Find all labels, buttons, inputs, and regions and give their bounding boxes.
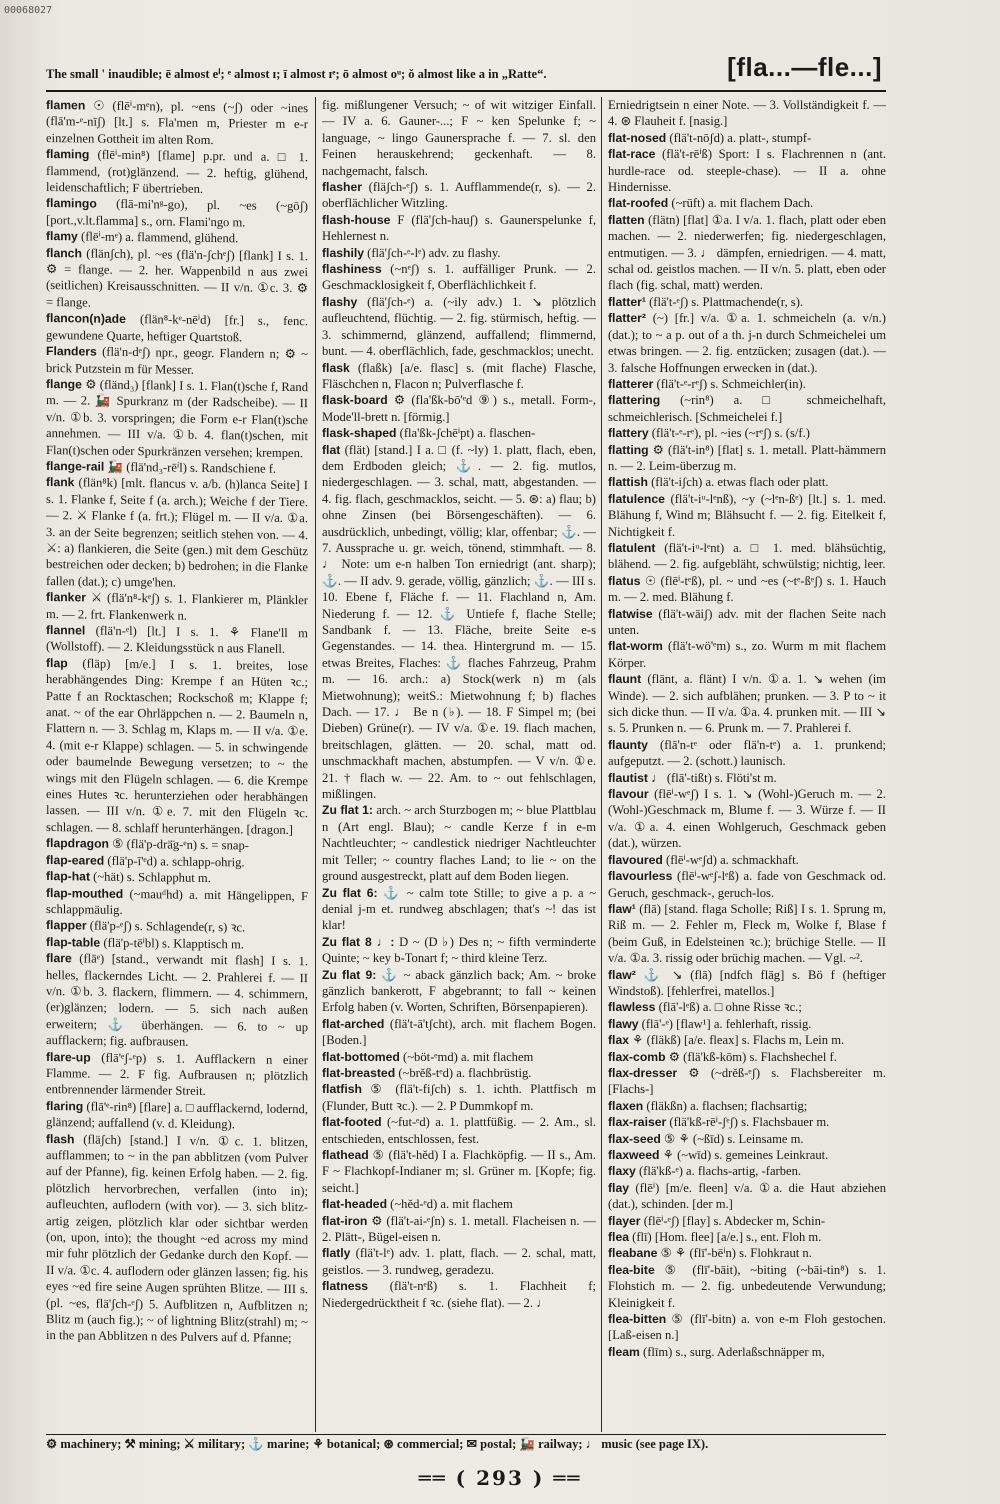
dictionary-entry [46,950,308,1052]
entry-headword: Zu flat 8 ♩: [322,934,395,949]
entry-definition: (flī) [Hom. flee] [a/e.] s., ent. Floh m. [632,1230,822,1245]
entry-definition: (flā-mi'nᵍ-go), pl. ~es (~gōʃ) [port.,v.lt.flamma] s., orn. Flami'ngo m. [46,197,308,230]
entry-definition: ⑤ ⚘ (~ßīd) s. Leinsame m. [664,1131,804,1146]
dictionary-entry [46,97,308,149]
entry-definition: ⑤ (flä't-hěd) I a. Flachköpfig. — II s., Am. F ~ Flachkopf-Indianer m; sl. Grüner m. [Kopfe; fig. seicht.] [322,1148,596,1195]
entry-definition: (flānt, a. flänt) I v/n. ①a. 1. ↘ wehen (im Winde). — 2. sich aufblähen; prunken. — 3. P to ~ it sich dicke thun. — II v/a. ①a. 4. prunken mit. — III ↘ s. 5. Prunken n. — 6. Prunk m. — 7. Prahlerei f. [608,672,886,736]
dictionary-entry [608,1245,886,1261]
entry-definition: F (flä'ʃch-hauʃ) s. Gaunerspelunke f, Hehlernest n. [322,212,596,244]
entry-definition: (~rūft) a. mit flachem Dach. [671,196,814,211]
entry-definition: arch. ~ arch Sturzbogen m; ~ blue Plattblau n (Art engl. Blau); ~ candle Kerze f in e-m Nachtleuchter; ~ candlestick niedriger Nachtleuchter mit Teller; ~ country flaches Land; to lie ~ on the ground ausgestreckt, platt auf dem Boden liegen. [322,803,596,884]
entry-headword: flashiness [322,262,382,277]
entry-definition: (flēⁱ) [m/e. fleen] v/a. ①a. die Haut abziehen (dat.), schinden. [der m.] [608,1180,886,1212]
entry-definition: (flä'p-ī'ᵉd) a. schlapp-ohrig. [107,853,245,870]
dictionary-entry [46,885,308,921]
dictionary-entry [322,1278,596,1311]
entry-definition: (~brěß-tᵉd) a. flachbrüstig. [398,1065,532,1080]
entry-headword: flatten [608,212,645,227]
entry-headword: flea [608,1230,630,1245]
entry-headword: flaw¹ [608,901,636,916]
entry-headword: flax-comb [608,1049,666,1064]
dictionary-entry [322,1213,596,1246]
dictionary-entry [46,146,308,198]
page-id: 00068027 [4,5,53,16]
entry-definition: fig. mißlungener Versuch; ~ of wit witziger Einfall. — IV a. 6. Gauner-...; F ~ ken Spelunke f; ~ language, ~ lingo Gaunersprache f. — 7. sl. den Feinen herauskehrend; geckenhaft. — 8. nachgemacht, falsch. [322,98,596,178]
entry-headword: Zu flat 6: [322,885,378,900]
dictionary-entry [322,212,596,245]
entry-headword: flax-raiser [608,1115,667,1130]
dictionary-entry [608,999,886,1015]
entry-headword: flax-dresser [608,1065,678,1080]
entry-definition: (fläʃch-ᵉʃ) s. 1. Aufflammende(r, s). — 2. oberflächlicher Witzling. [322,180,596,211]
entry-definition: (flä'p-tēⁱbl) s. Klapptisch m. [103,935,244,952]
entry-definition: (~fut-ᵉd) a. 1. plattfüßig. — 2. Am., sl. entschieden, entschlossen, fest. [322,1115,596,1146]
entry-definition: (flä't-nōʃd) a. platt-, stumpf- [669,130,812,145]
pronunciation-key: The small ' inaudible; ē almost eⁱ; ᵉ almost ɪ; ī almost ɪᵉ; ō almost oᵘ; ǒ almost like a in „Ratte“. [46,67,547,81]
dictionary-entry [608,1065,886,1098]
entry-headword: Zu flat 9: [322,967,377,982]
dictionary-entry [322,934,596,967]
dictionary-entry [46,1049,308,1101]
dictionary-entry [608,491,886,540]
dictionary-entry [322,1196,596,1212]
dictionary-entry [608,671,886,737]
entry-definition: (flä't-ā'tʃcht), arch. mit flachem Bogen. [Boden.] [322,1016,596,1048]
dictionary-entry [608,474,886,490]
header-rule [46,90,886,92]
footer-rule [46,1434,886,1435]
dictionary-entry [608,1262,886,1311]
entry-headword: flattish [608,475,648,490]
entry-definition: ⚙ (flä't-in⁸) [flat] s. 1. metall. Platt-hämmern n. — 2. Leim-überzug m. [608,442,886,473]
dictionary-entry [46,622,308,658]
entry-definition: ⚘ (~wīd) s. gemeines Leinkraut. [662,1148,829,1162]
entry-definition: (flätn) [flat] ①a. I v/a. 1. flach, platt oder eben machen. — 2. niederwerfen; fig. niedergeschlagen, entmutigen. — 3. ♩ dämpfen, erniedrigen. — 4. matt, schal od. geistlos machen. — II v/n. 5. platt, eben oder flach (fig. schal, matt) werden. [608,212,886,293]
entry-headword: flap-mouthed [46,885,124,901]
entry-definition: (flä't-nᵉß) s. 1. Flachheit f; Niedergedrücktheit f ꝛc. (siehe flat). — 2. ♩ [322,1279,596,1310]
entry-headword: flap [46,655,68,671]
dictionary-entry [322,1147,596,1196]
entry-headword: flashy [322,294,358,309]
entry-headword: flat [322,442,341,457]
entry-definition: ⚙ (flä't-ai-ᵉʃn) s. 1. metall. Flacheisen n. — 2. Plätt-, Bügel-eisen n. [322,1213,596,1245]
entry-definition: Erniedrigtsein n einer Note. — 3. Vollständigkeit f. — 4. ⊛ Flauheit f. [nasig.] [608,98,886,129]
entry-headword: flat-headed [322,1197,388,1212]
entry-headword: flange-rail [46,458,105,474]
dictionary-entry [608,1114,886,1130]
dictionary-entry [46,1131,308,1347]
entry-headword: Flanders [46,344,97,359]
dictionary-entry [322,1114,596,1147]
entry-definition: (flēⁱ-wᵉʃ) I s. 1. ↘ (Wohl-)Geruch m. — 2. (Wohl-)Geschmack m, Blume f. — 3. Würze f. — II v/a. ①a. 4. einen Wohlgeruch, Geschmack geben (dat.), würzen. [608,787,886,851]
entry-definition: ⚓ ↘ (flā) [ndfch flāg] s. Bö f (heftiger Windstoß). [fehlerfrei, matellos.] [608,967,886,998]
dictionary-entry [608,146,886,195]
entry-headword: flavoured [608,852,663,867]
entry-headword: flasher [322,180,362,195]
entry-headword: flamingo [46,196,97,212]
entry-definition: (flä'n-ᵉl) [lt.] I s. 1. ⚘ Flane'll m (Wollstoff). — 2. Kleidungsstück n aus Flanell. [46,623,308,657]
entry-headword: flaw² [608,967,636,982]
dictionary-entry [608,425,886,441]
dictionary-entry [608,1032,886,1048]
entry-definition: (flät) [stand.] I a. □ (f. ~ly) 1. platt, flach, eben, dem Erdboden gleich; ⚓. — 2. fig. mutlos, niedergeschlagen. — 3. schal, matt, abgestanden. — 4. fig. flach, geschmacklos, seicht. — 5. ⊛: a) flau; b) ohne Zinsen (bei Börsengeschäften). — 6. ausdrücklich, unbedingt, völlig; klar, offenbar; ⚓. — 7. Aussprache u. gr. weich, tönend, stimmhaft. — 8. ♩ Note: um e-n halben Ton erniedrigt (ant. sharp); ⚓. — II adv. 9. gerade, völlig, gänzlich; ⚓. — III s. 10. Ebene f, Fläche f. — 11. Flachland n, Am. Niederung f. — 12. ⚓ Untiefe f, flache Stelle; Sandbank f. — 13. Fläche, breite Seite e-s Gegenstandes. — 14. thea. Hintergrund m. — 15. etwas Breites, Flaches: ⚓ flaches Fahrzeug, Prahm m. — 16. arch.: a) Stock(werk n) m (als Mietwohnung); weitS.: Mietwohnung f; b) flaches Dach. — 17. ♩ Be n (♭). — 18. F Simpel m; (bei Dieben) Grüne(r). — IV v/a. ①e. 19. flach machen, breitschlagen, glätten. — 20. schal, matt od. unschmackhaft machen, abstumpfen. — V v/n. ①e. 21. † flach w. — 22. Am. to ~ out fehlschlagen, mißlingen. [322,442,596,802]
entry-headword: flatulence [608,491,665,506]
entry-headword: flamen [46,98,86,113]
dictionary-entry [608,901,886,967]
entry-definition: ⚓ ~ aback gänzlich back; Am. ~ broke gänzlich bankerott, F abgebrannt; to fall ~ keinen Erfolg haben (v. Worten, Schriften, Börsenpapieren). [322,967,596,1015]
dictionary-entry [322,1049,596,1065]
entry-headword: flapper [46,918,87,933]
entry-definition: (flēⁱ-wᵉʃ-lᵉß) a. fade von Geschmack od. Geruch, geschmack-, geruch-los. [608,869,886,900]
dictionary-entry [322,261,596,294]
dictionary-entry [322,1245,596,1278]
dictionary-entry [608,97,886,130]
entry-definition: (~böt-ᵉmd) a. mit flachem [403,1049,534,1064]
entry-headword: fleam [608,1344,640,1359]
entry-headword: flavour [608,787,649,802]
entry-headword: flatterer [608,376,654,391]
column-3 [608,97,886,1432]
dictionary-entry [608,130,886,146]
dictionary-entry [608,540,886,573]
entry-headword: flank [46,475,75,490]
entry-headword: flat-iron [322,1213,368,1228]
entry-definition: ⑤ (flī'-bitn) a. von e-m Floh gestochen. [Laß-eisen n.] [608,1312,886,1343]
entry-headword: flask [322,360,350,375]
entry-headword: flatter¹ [608,294,646,309]
entry-definition: (flä'n-dᵉʃ) npr., geogr. Flandern n; ⚙ ~ brick Putzstein m für Messer. [46,344,308,377]
dictionary-entry [608,737,886,770]
entry-headword: flamy [46,229,78,244]
entry-headword: flaxen [608,1098,644,1113]
entry-definition: ☉ (flēⁱ-mᵉn), pl. ~ens (~ʃ) oder ~ines (flā'm-ᵉ-nīʃ) [lt.] s. Fla'men m, Priester m e-r einzelnen Gottheit im alten Rom. [46,98,308,147]
dictionary-entry [608,376,886,392]
entry-headword: flapdragon [46,836,109,852]
entry-definition: (flä'ʃch-ᵉ-lᵉ) adv. zu flashy. [367,245,501,260]
entry-headword: flat-roofed [608,196,669,211]
entry-definition: ⚓ ~ calm tote Stille; to give a p. a ~ denial j-m et. rundweg abschlagen; that's ~! das ist klar! [322,885,596,933]
dictionary-entry [608,786,886,852]
dictionary-entry [322,1065,596,1081]
entry-definition: (flaßk) [a/e. flasc] s. (mit flache) Flasche, Fläschchen n, Flacon n; Pulverflasche f. [322,360,596,391]
entry-headword: flawy [608,1016,639,1031]
entry-definition: (~mauᵈhd) a. mit Hängelippen, F schlappmäulig. [46,886,308,917]
entry-definition: (fläʃch) [stand.] I v/n. ①c. 1. blitzen, aufflammen; to ~ in the pan abblitzen (vom Pulver auf der Pfanne), fig. keinen Erfolg haben. — 2. fig. plötzlich hervorbrechen, verfallen (into in); aufleuchten, auflodern (with vor). — 3. sich blitz-artig zeigen, plötzlich klar oder sichtbar werden (on, upon, into); the thought ~ed across my mind mir fuhr plötzlich der Gedanke durch den Kopf. — II v/a. ①c. 4. auflodern oder glänzen lassen; fig. his eyes ~ed fire seine Augen sprühten Blitze. — III s. (pl. ~es, flä'ʃch-ᵉʃ) 5. Aufblitzen n, Aufblitzen n; Blitz m (auch fig.); ~ of lightning Blitz(strahl) m; ~ in the pan Abblitzen n des Pulvers auf d. Pfanne; [46,1132,308,1346]
column-2 [322,97,596,1432]
entry-headword: flancon(n)ade [46,311,126,327]
entry-headword: flaming [46,147,90,162]
entry-definition: (flän⁸-kᵉ-nēⁱd) [fr.] s., fenc. gewundene Quarte, heftiger Quartstoß. [46,312,308,345]
symbol-legend: ⚙ machinery; ⚒ mining; ⚔ military; ⚓ marine; ⚘ botanical; ⊛ commercial; ✉ postal; 🚂 railway; ♩ music (see page IX). [46,1437,709,1451]
entry-definition: (fläp) [m/e.] I s. 1. breites, lose herabhängendes Ding: Krempe f an Hüten ꝛc.; Patte f an Rocktaschen; Rockschoß m; Klappe f; anat. ~ of the ear Ohrläppchen n. — 2. Baumeln n, Flattern n. — 3. Schlag m, Klaps m. — II v/a. ①e. 4. (mit e-r Klappe) schlagen. — 5. in schwingende oder baumelnde Bewegung versetzen; to ~ the wings mit den Flügeln schlagen. — 6. die Krempe eines Hutes ꝛc. herunterziehen oder herabhängen lassen. — III v/n. ①e. 7. mit den Flügeln ꝛc. schlagen. — 8. schlaff herunterhängen. [dragon.] [46,656,308,837]
dictionary-entry [608,573,886,606]
entry-headword: flaring [46,1098,84,1114]
entry-definition: ⚙ (flä'kß-kōm) s. Flachshechel f. [668,1049,837,1064]
entry-definition: (flä't-iᵘ-lᵉnt) a. □ 1. med. blähsüchtig, blähend. — 2. fig. aufgebläht, schwülstig; nichtig, leer. [608,540,886,572]
entry-definition: (flänʃch), pl. ~es (flä'n-ʃchᵉʃ) [flank] I s. 1. ⚙ = flange. — 2. her. Wappenbild n aus zwei (seitlichen) Kreisausschnitten. — II v/n. ①c. 3. ⚙ = flange. [46,246,308,310]
dictionary-entry [322,802,596,884]
entry-headword: flat-arched [322,1016,385,1031]
entry-definition: (flā) [stand. flaga Scholle; Riß] I s. 1. Sprung m, Riß m. — 2. Fehler m, Fleck m, Wolke f, Blase f (beim Guß, in Edelsteinen ꝛc.); brüchige Stelle. — II v/a. ①a. 3. rissig oder brüchig machen. — Vgl. ~². [608,901,886,966]
entry-definition: (flä'ʃch-ᵉ) a. (~ily adv.) 1. ↘ plötzlich aufleuchtend, flüchtig. — 2. fig. stürmisch, heftig. — 3. schimmernd, glänzend, auffallend; flimmernd, bunt. — 4. oberflächlich, fade, geschmacklos; unecht. [322,294,596,359]
dictionary-entry [608,1016,886,1032]
dictionary-entry [608,1213,886,1229]
entry-definition: ⑤ (flä'p-drä̈g-ᵉn) s. = snap- [112,837,249,853]
dictionary-entry [608,212,886,294]
entry-definition: (~hěd-ᵉd) a. mit flachem [390,1197,513,1212]
entry-headword: flat-bottomed [322,1049,400,1064]
entry-definition: (flä't-ᵉ-rᵉʃ) s. Schmeichler(in). [656,376,806,391]
entry-headword: flash [46,1131,75,1146]
entry-headword: fleabane [608,1246,658,1261]
entry-headword: flawless [608,1000,656,1015]
entry-headword: flat-worm [608,639,663,654]
dictionary-entry [608,392,886,425]
entry-headword: flea-bite [608,1262,655,1277]
entry-headword: flask-board [322,393,388,408]
page-range-heading: [fla...—fle...] [727,52,882,82]
entry-definition: ☉ (flēⁱ-tᵉß), pl. ~ und ~es (~tᵉ-ßᵉʃ) s. 1. Hauch m. — 2. med. Blähung f. [608,573,886,605]
entry-headword: flax [608,1033,630,1048]
dictionary-entry [46,245,308,314]
entry-headword: flatness [322,1279,369,1294]
column-divider [601,97,602,1432]
column-divider [315,97,316,1432]
entry-headword: flaxweed [608,1148,660,1162]
entry-definition: (flēⁱ-min⁸) [flame] p.pr. und a. □ 1. flammend, (rot)glänzend. — 2. heftig, glühend, leidenschaftlich; F übertrieben. [46,147,308,196]
entry-definition: (~nᵉʃ) s. 1. auffälliger Prunk. — 2. Geschmacklosigkeit f, Oberflächlichkeit f. [322,262,596,293]
entry-definition: (flä't-wāiʃ) adv. mit der flachen Seite nach unten. [608,606,886,637]
entry-headword: flashily [322,245,364,260]
entry-headword: flap-eared [46,852,105,868]
entry-definition: D ~ (D ♭) Des n; ~ fifth verminderte Quinte; ~ key b-Tonart f; ~ third kleine Terz. [322,934,596,966]
dictionary-entry [46,655,308,839]
dictionary-entry [322,294,596,360]
entry-definition: (flä'kß-rēⁱ-ʃᵉʃ) s. Flachsbauer m. [669,1115,830,1130]
entry-definition: (flä't-ᵉ-rᵉ), pl. ~ies (~rᵉʃ) s. (s/f.) [651,426,810,441]
entry-definition: (flēⁱ-mᵉ) a. flammend, glühend. [81,229,239,246]
dictionary-entry [608,1180,886,1213]
entry-headword: flay [608,1180,630,1195]
entry-definition: (flä't-iʃch) a. etwas flach oder platt. [651,475,829,490]
entry-headword: flat-breasted [322,1065,396,1080]
dictionary-entry [322,442,596,803]
dictionary-entry [608,1311,886,1344]
entry-definition: (~hät) s. Schlapphut m. [93,869,211,886]
entry-definition: (flä't-iᵘ-lᵉnß), ~y (~lᵉn-ßᵉ) [lt.] s. 1. med. Blähung f, Wind m; Blähsucht f. — 2. fig. Eitelkeit f, Nichtigkeit f. [608,491,886,539]
dictionary-entry [608,1147,886,1163]
entry-headword: flea-bitten [608,1312,667,1327]
dictionary-entry [608,967,886,1000]
dictionary-entry [322,967,596,1016]
entry-headword: flap-hat [46,869,91,884]
entry-definition: (flā'-lᵉß) a. □ ohne Risse ꝛc.; [658,1000,802,1015]
entry-headword: flash-house [322,212,391,227]
entry-definition: (flä'p-ᵉʃ) s. Schlagende(r, s) ꝛc. [89,918,246,935]
entry-definition: ⑤ (flä't-fiʃch) s. 1. ichth. Plattfisch m (Flunder, Butt ꝛc.). — 2. P Dummkopf m. [322,1082,596,1113]
dictionary-entry [46,474,308,592]
entry-headword: flat-footed [322,1115,382,1130]
dictionary-entry [322,97,596,179]
entry-headword: flare-up [46,1049,91,1065]
entry-headword: flaxy [608,1164,636,1179]
dictionary-entry [322,1081,596,1114]
entry-definition: ⚘ (fläkß) [a/e. fleax] s. Flachs m, Lein m. [632,1033,845,1048]
entry-definition: (flā'-ᵉ) [flaw¹] a. fehlerhaft, rissig. [641,1016,812,1031]
entry-definition: (flā'ᵉ-rin⁸) [flare] a. □ aufflackernd, lodernd, glänzend; auffallend (v. d. Kleidung). [46,1099,308,1132]
entry-headword: flavourless [608,869,673,884]
dictionary-entry [608,442,886,475]
entry-definition: (flän⁸k) [mlt. flancus v. a/b. (h)lanca Seite] I s. 1. Flanke f, Seite f (a. arch.); Weiche f der Tiere. — 2. ⚔ Flanke f (a. frt.); Flügel m. — II v/a. ①a. 3. an der Seite begrenzen; seitlich stehen von. — 4. ⚔: a) flankieren, die Seite (gen.) mit dem Geschütz bestreichen oder decken; b) bedrohen; in die Flanke fallen (dat.); c) umge'hen. [46,475,308,590]
dictionary-entry [608,1229,886,1245]
entry-headword: flatwise [608,606,653,621]
dictionary-entry [608,1131,886,1147]
dictionary-entry [46,343,308,379]
entry-definition: (flä'kß-ᵉ) a. flachs-artig, -farben. [638,1164,802,1179]
entry-definition: ⑤ ⚘ (flī'-bēⁱn) s. Flohkraut n. [660,1246,812,1261]
entry-definition: (fläkßn) a. flachsen; flachsartig; [646,1098,808,1113]
dictionary-entry [322,360,596,393]
dictionary-entry [322,425,596,441]
dictionary-entry [608,1049,886,1065]
dictionary-entry [322,1016,596,1049]
entry-headword: flanker [46,590,86,605]
dictionary-entry [608,868,886,901]
entry-definition: (flä't-lᵉ) adv. 1. platt, flach. — 2. schal, matt, geistlos. — 3. rundweg, geradezu. [322,1246,596,1277]
entry-headword: Zu flat 1: [322,803,373,818]
entry-headword: flat-nosed [608,130,667,145]
entry-headword: flaunt [608,672,642,687]
entry-definition: (flēⁱ-wᵉʃd) a. schmackhaft. [666,852,799,867]
entry-headword: flatfish [322,1082,362,1097]
entry-definition: (flāᵉ) [stand., verwandt mit flash] I s. 1. helles, flackerndes Licht. — 2. Prahlerei f. — II v/n. ①b. 3. flackern, flimmern. — 4. schimmern, (er)glänzen; lodern. — 5. sich nach außen erweitern; ⚓ überhängen. — 6. to ~ up aufflackern; fig. aufbrausen. [46,951,308,1049]
dictionary-entry [608,852,886,868]
entry-headword: flanch [46,245,82,261]
entry-headword: flatting [608,442,649,457]
dictionary-entry [46,376,308,461]
entry-headword: flatter² [608,311,646,326]
dictionary-entry [608,195,886,211]
column-1 [46,97,308,1435]
entry-definition: (flä't-ᵉʃ) s. Plattmachende(r, s). [649,294,804,309]
entry-definition: (flā'n-tᵉ oder flä'n-tᵉ) a. 1. prunkend; aufgeputzt. — 2. (schott.) launisch. [608,737,886,769]
entry-headword: flattering [608,393,661,408]
entry-headword: flare [46,951,72,966]
entry-headword: flattery [608,426,649,441]
entry-headword: flathead [322,1148,369,1162]
entry-headword: flange [46,376,82,392]
entry-headword: flask-shaped [322,426,397,441]
dictionary-entry [46,310,308,346]
dictionary-entry [608,606,886,639]
entry-headword: flaunty [608,737,648,752]
dictionary-entry [608,770,886,786]
dictionary-entry [322,392,596,425]
entry-definition: ⑤ (flī'-bāit), ~biting (~bāi-tin⁸) s. 1. Flohstich m. — 2. fig. unbedeutende Verwundung; Kleinigkeit f. [608,1262,886,1310]
entry-definition: (flä't-rēⁱß) Sport: I s. Flachrennen n (ant. hurdle-race od. steeple-chase). — II a. ohne Hindernisse. [608,147,886,195]
dictionary-entry [46,195,308,231]
entry-definition: ⚙ (fla'ßk-bō'ᵉd ⑨) s., metall. Form-, Mode'll-brett n. [förmig.] [322,393,596,424]
entry-headword: flatulent [608,540,656,555]
entry-definition: ⚙ (~drěß-ᵉʃ) s. Flachsbereiter m. [Flachs-] [608,1065,886,1097]
entry-definition: (flīm) s., surg. Aderlaßschnäpper m, [643,1344,825,1359]
entry-definition: 🚂 (flä'nd₃-rēⁱl) s. Randschiene f. [107,459,277,476]
entry-definition: (flā'ᵉʃ-ᵉp) s. 1. Aufflackern n einer Flamme. — 2. F fig. Aufbrausen n; plötzlich entbrennender lärmender Streit. [46,1050,308,1099]
page-number: ══ ( 293 ) ══ [418,1466,582,1490]
dictionary-entry [322,245,596,261]
dictionary-entry [322,179,596,212]
entry-definition: ⚙ (fländ₃) [flank] I s. 1. Flan(t)sche f, Rand m. — 2. 🚂 Spurkranz m (der Radscheibe). — II v/n. ①b. 3. vorspringen; die Form e-r Flan(t)sche annehmen. — III v/a. ①b. 4. flan(t)schen, mit Flan(t)schen oder Spurkränzen versehen; krempen. [46,377,308,460]
entry-headword: flap-table [46,934,101,950]
dictionary-entry [322,885,596,934]
entry-headword: flatly [322,1246,351,1261]
entry-definition: ⚔ (flä'n⁸-kᵉʃ) s. 1. Flankierer m, Plänkler m. — 2. frt. Flankenwerk n. [46,590,308,623]
entry-definition: (flēⁱ-ᵉʃ) [flay] s. Abdecker m, Schin- [643,1213,826,1228]
dictionary-entry [608,294,886,310]
entry-headword: flat-race [608,147,656,162]
entry-definition: (flä't-wö'ᵉm) s., zo. Wurm m mit flachem Körper. [608,639,886,670]
entry-headword: flatus [608,573,641,588]
entry-definition: (~) [fr.] v/a. ①a. 1. schmeicheln (a. v/n.) (dat.); to ~ a p. out of a th. j-n durch Schmeichelei um etwas bringen. — 2. fig. entzücken; zusagen (dat.). — 3. falsche Hoffnungen erwecken in (dat.). [608,311,886,375]
dictionary-entry [608,310,886,376]
entry-headword: flax-seed [608,1131,661,1146]
entry-headword: flannel [46,623,86,638]
entry-definition: (fla'ßk-ʃchēⁱpt) a. flaschen- [399,426,536,441]
entry-definition: ♩ (flā'-tißt) s. Flöti'st m. [651,770,777,785]
entry-definition: (~rin⁸) a. □ schmeichelhaft, schmeichlerisch. [Schmeichelei f.] [608,393,886,424]
dictionary-entry [46,1098,308,1134]
entry-headword: flayer [608,1213,641,1228]
entry-headword: flautist [608,770,648,785]
dictionary-entry [608,638,886,671]
dictionary-entry [608,1098,886,1114]
dictionary-entry [608,1163,886,1179]
dictionary-entry [46,589,308,625]
dictionary-entry [608,1344,886,1360]
